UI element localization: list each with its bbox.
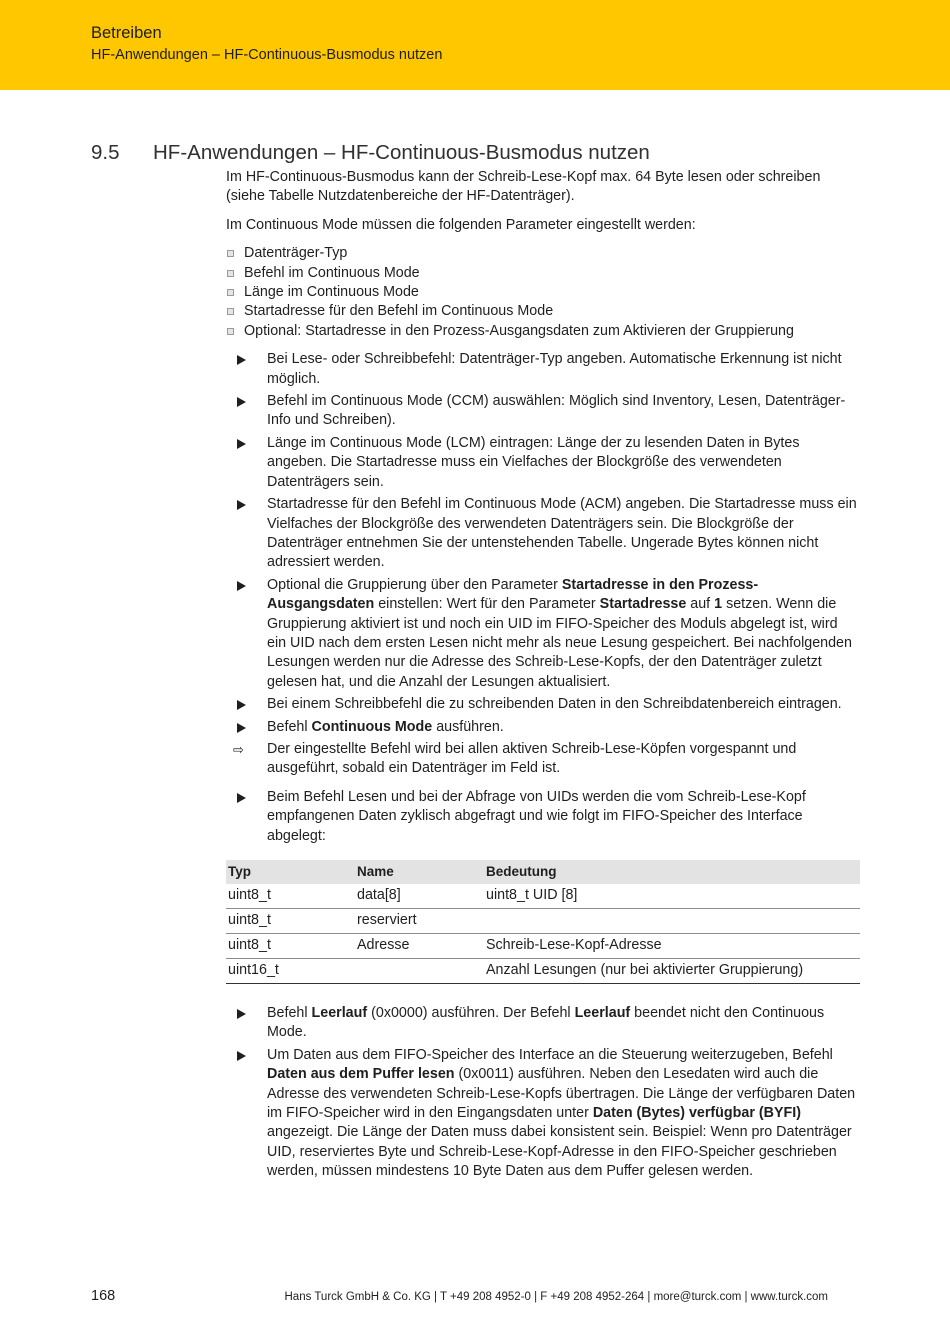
step-text: angezeigt. Die Länge der Daten muss dabei konsistent sein. Beispiel: Wenn pro Datenträger UID, reserviertes Byte und Schreib-Lese-Kopf-Adresse in den FIFO-Speicher geschrieben werden, müssen mindestens 10 Byte Daten aus dem Puffer gelesen werden. — [267, 1124, 852, 1180]
step-item — [226, 695, 860, 714]
step-item — [226, 1004, 860, 1043]
list-item: Datenträger-Typ — [226, 244, 860, 263]
table-cell: data[8] — [355, 884, 484, 909]
step-text: beendet nicht den Continuous Mode. — [267, 1005, 825, 1041]
step-triangle-icon — [237, 439, 246, 449]
page-header — [0, 0, 950, 90]
table-cell: uint8_t — [226, 884, 355, 909]
step-item — [226, 1046, 860, 1182]
bold-text: Startadresse — [599, 596, 687, 613]
table-cell: uint16_t — [226, 959, 355, 984]
table-cell: reserviert — [355, 909, 484, 934]
step-text: (0x0011) ausführen. Neben den Lesedaten wird auch die Adresse des verwendeten Schreib-Lese-Kopfs übertragen. Die Länge der verfügbaren Daten im FIFO-Speicher wird in den Eingangsdaten unter — [267, 1066, 856, 1122]
table-row — [226, 934, 860, 959]
table-cell: Schreib-Lese-Kopf-Adresse — [484, 934, 860, 959]
step-text: Bei einem Schreibbefehl die zu schreibenden Daten in den Schreibdatenbereich eintragen. — [267, 696, 842, 713]
table-cell: uint8_t UID [8] — [484, 884, 860, 909]
list-item: Startadresse für den Befehl im Continuous Mode — [226, 302, 860, 321]
step-item — [226, 718, 860, 737]
step-triangle-icon — [237, 793, 246, 803]
step-text: Befehl — [267, 1005, 312, 1021]
bold-text: Daten (Bytes) verfügbar (BYFI) — [592, 1105, 801, 1122]
square-bullet-icon — [227, 328, 234, 335]
step-triangle-icon — [237, 723, 246, 733]
table-row — [226, 959, 860, 984]
square-bullet-icon — [227, 250, 234, 257]
step-item — [226, 788, 860, 846]
step-text: Befehl im Continuous Mode (CCM) auswählen: Möglich sind Inventory, Lesen, Datenträger-Info und Schreiben). — [267, 393, 846, 429]
table-header-row — [226, 860, 860, 884]
table-cell: Anzahl Lesungen (nur bei aktivierter Gruppierung) — [484, 959, 860, 984]
step-triangle-icon — [237, 397, 246, 407]
header-section-subtitle: HF-Anwendungen – HF-Continuous-Busmodus nutzen — [91, 47, 443, 63]
table-cell: Adresse — [355, 934, 484, 959]
step-text: setzen. Wenn die Gruppierung aktiviert ist und noch ein UID im FIFO-Speicher des Moduls abgelegt ist, wird ein UID nach dem ersten Lesen nicht mehr als neue Lesung gespeichert. Bei nachfolgenden Lesungen werden nur die Adresse des Schreib-Lese-Kopfs, der den Datenträger zuletzt gelesen hat, und die Anzahl der Lesungen aktualisiert. — [267, 596, 852, 690]
parameter-list — [226, 244, 860, 341]
table-cell: uint8_t — [226, 909, 355, 934]
square-bullet-icon — [227, 270, 234, 277]
step-text: einstellen: Wert für den Parameter — [374, 596, 600, 613]
column-header: Bedeutung — [484, 860, 860, 884]
header-chapter-title: Betreiben — [91, 24, 162, 42]
step-item — [226, 495, 860, 573]
column-header: Typ — [226, 860, 355, 884]
list-item: Länge im Continuous Mode — [226, 283, 860, 302]
step-text: Der eingestellte Befehl wird bei allen aktiven Schreib-Lese-Köpfen vorgespannt und ausgeführt, sobald ein Datenträger im Feld ist. — [267, 740, 797, 777]
step-text: auf — [686, 596, 715, 613]
bold-text: Leerlauf — [311, 1005, 368, 1021]
page-number: 168 — [91, 1288, 116, 1304]
intro-paragraph: Im Continuous Mode müssen die folgenden Parameter eingestellt werden: — [226, 216, 696, 233]
step-text: Startadresse für den Befehl im Continuous Mode (ACM) angeben. Die Startadresse muss ein Vielfaches der Blockgröße des verwendeten Datenträgers sein. Die Blockgröße der Datenträger entnehmen Sie der untenstehenden Tabelle. Ungerade Bytes können nicht adressiert werden. — [267, 496, 857, 571]
step-item — [226, 392, 860, 431]
column-header: Name — [355, 860, 484, 884]
result-arrow-icon: ⇨ — [233, 741, 244, 757]
table-row — [226, 909, 860, 934]
square-bullet-icon — [227, 308, 234, 315]
list-item: Optional: Startadresse in den Prozess-Ausgangsdaten zum Aktivieren der Gruppierung — [226, 322, 860, 341]
step-text: Optional die Gruppierung über den Parameter — [267, 576, 562, 593]
step-item — [226, 434, 860, 492]
table-cell: uint8_t — [226, 934, 355, 959]
step-triangle-icon — [237, 500, 246, 510]
step-triangle-icon — [237, 581, 246, 591]
intro-paragraph: Im HF-Continuous-Busmodus kann der Schreib-Lese-Kopf max. 64 Byte lesen oder schreiben (siehe Tabelle Nutzdatenbereiche der HF-Datenträger). — [226, 169, 821, 205]
square-bullet-icon — [227, 289, 234, 296]
bold-text: 1 — [714, 596, 723, 613]
step-text: Bei Lese- oder Schreibbefehl: Datenträger-Typ angeben. Automatische Erkennung ist nicht möglich. — [267, 351, 842, 387]
table-cell — [355, 959, 484, 984]
bold-text: Startadresse in den Prozess-Ausgangsdaten — [267, 576, 759, 613]
step-item — [226, 576, 860, 692]
result-item — [226, 740, 860, 779]
step-item — [226, 350, 860, 389]
fifo-data-table — [226, 860, 860, 984]
section-title: HF-Anwendungen – HF-Continuous-Busmodus nutzen — [153, 141, 650, 164]
step-triangle-icon — [237, 700, 246, 710]
bold-text: Daten aus dem Puffer lesen — [267, 1066, 455, 1083]
footer-contact: Hans Turck GmbH & Co. KG | T +49 208 4952-0 | F +49 208 4952-264 | more@turck.com | www.turck.com — [284, 1291, 828, 1303]
step-triangle-icon — [237, 355, 246, 365]
section-number: 9.5 — [91, 141, 120, 164]
step-text: (0x0000) ausführen. Der Befehl — [367, 1005, 575, 1021]
list-item: Befehl im Continuous Mode — [226, 264, 860, 283]
step-text: Um Daten aus dem FIFO-Speicher des Interface an die Steuerung weiterzugeben, Befehl — [267, 1046, 833, 1063]
step-text: Länge im Continuous Mode (LCM) eintragen: Länge der zu lesenden Daten in Bytes angeben. Die Startadresse muss ein Vielfaches der Blockgröße des verwendeten Datenträgers sein. — [267, 434, 800, 490]
table-row — [226, 884, 860, 909]
step-text: Beim Befehl Lesen und bei der Abfrage von UIDs werden die vom Schreib-Lese-Kopf empfangenen Daten zyklisch abgefragt und wie folgt im FIFO-Speicher des Interface abgelegt: — [267, 788, 806, 844]
bold-text: Continuous Mode — [311, 718, 433, 735]
step-text: Befehl — [267, 718, 312, 735]
step-triangle-icon — [237, 1009, 246, 1019]
instruction-steps-after-table — [226, 1004, 860, 1182]
main-content — [226, 168, 860, 1185]
step-triangle-icon — [237, 1051, 246, 1061]
instruction-steps — [226, 350, 860, 846]
table-cell — [484, 909, 860, 934]
bold-text: Leerlauf — [574, 1005, 631, 1021]
step-text: ausführen. — [432, 718, 504, 735]
